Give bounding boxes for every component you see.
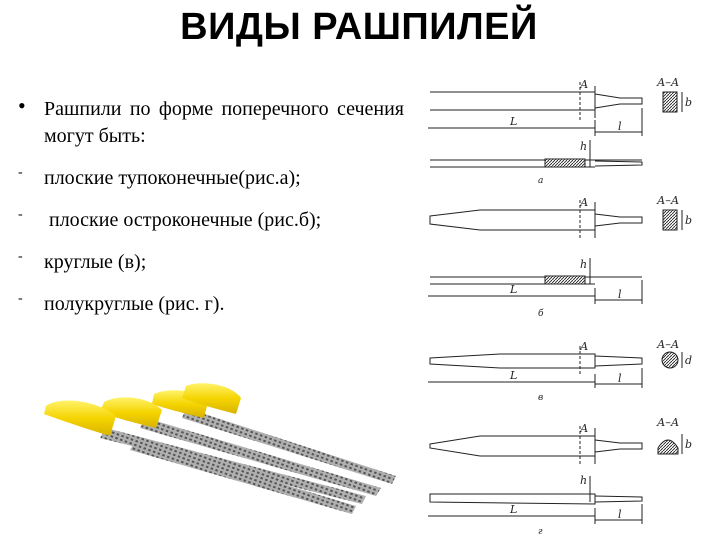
intro-text: Рашпили по форме поперечного сечения могут быть:: [44, 98, 404, 147]
list-item: [18, 249, 404, 276]
dash-marker: -: [18, 249, 23, 264]
caption-b: б: [538, 309, 544, 319]
tang-label: l: [618, 120, 622, 133]
section-label: А–А: [657, 76, 680, 89]
cut-label: А: [580, 422, 589, 435]
height-label: h: [580, 258, 588, 271]
length-label: L: [510, 115, 518, 128]
width-label: b: [685, 96, 693, 109]
list-item: [18, 207, 404, 234]
dash-marker: -: [18, 207, 23, 222]
tang-label: l: [618, 372, 622, 385]
diameter-label: d: [685, 354, 693, 367]
figure-c: [428, 346, 682, 388]
length-label: L: [510, 283, 518, 296]
figure-d-top: [430, 426, 682, 466]
caption-a: а: [538, 176, 544, 186]
list-item: [18, 291, 404, 318]
list-item-text: круглые (в);: [44, 251, 147, 273]
width-label: b: [685, 214, 693, 227]
figure-a-side: [430, 140, 642, 167]
list-item-text: плоские тупоконечные(рис.а);: [44, 167, 301, 189]
page-title: ВИДЫ РАШПИЛЕЙ: [180, 6, 538, 48]
list-item: [18, 165, 404, 192]
cut-label: А: [580, 340, 589, 353]
dash-marker: -: [18, 291, 23, 306]
cut-label: А: [580, 78, 589, 91]
rasps-photo: [36, 378, 406, 528]
bullet-marker: •: [18, 93, 26, 118]
tang-label: l: [618, 508, 622, 521]
length-label: L: [510, 503, 518, 516]
caption-c: в: [538, 393, 544, 403]
width-label: b: [685, 438, 693, 451]
figure-d-side: [428, 476, 642, 524]
intro-paragraph: [18, 93, 404, 150]
caption-d: г: [538, 527, 543, 537]
length-label: L: [510, 369, 518, 382]
cut-label: А: [580, 196, 589, 209]
section-label: А–А: [657, 194, 680, 207]
figure-b-side: [428, 258, 642, 304]
section-label: А–А: [657, 416, 680, 429]
text-block: [18, 93, 404, 333]
dash-marker: -: [18, 165, 23, 180]
list-item-text: полукруглые (рис. г).: [44, 293, 225, 315]
figure-b-top: [430, 200, 682, 240]
height-label: h: [580, 474, 588, 487]
figure-a-top: [428, 82, 682, 136]
section-label: А–А: [657, 338, 680, 351]
rasp-cross-section-drawing: [420, 70, 718, 538]
list-item-text: плоские остроконечные (рис.б);: [44, 209, 322, 231]
height-label: h: [580, 140, 588, 153]
tang-label: l: [618, 288, 622, 301]
